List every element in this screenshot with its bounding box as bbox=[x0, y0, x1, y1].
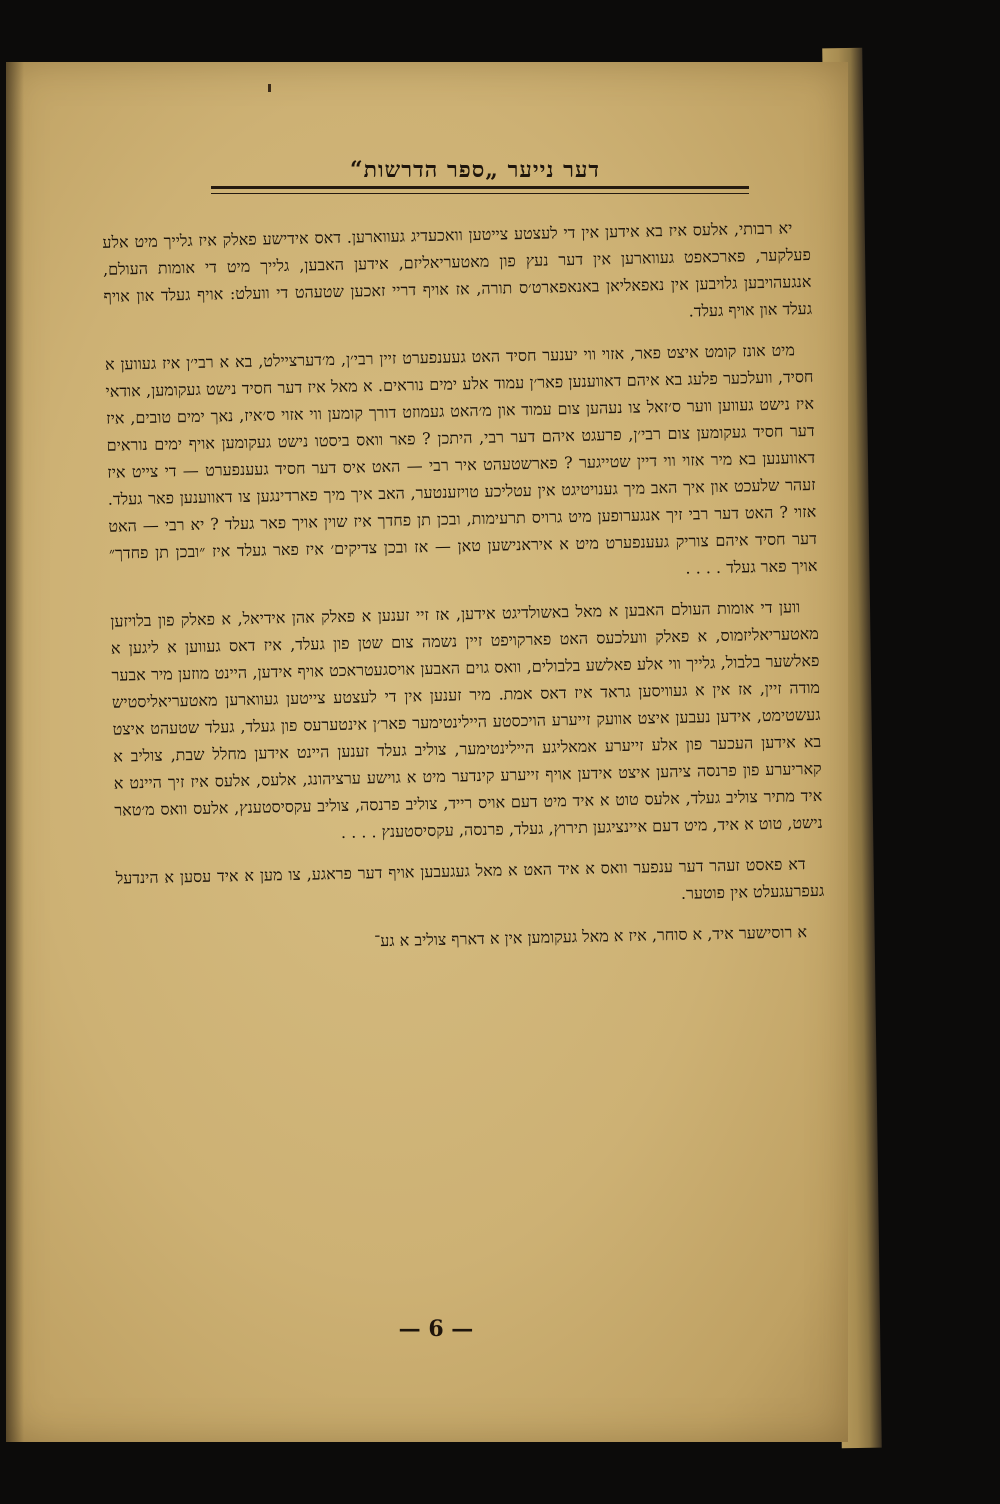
running-header: דער נייער „ספר הדרשות“ bbox=[349, 157, 601, 183]
paragraph: מיט אונז קומט איצט פאר, אזוי ווי יענער חסיד האט געענפערט זיין רבי׳ן, מ׳דערציילט, בא א רבי׳ן איז געווען א חסיד, וועלכער פלעג בא איהם דאווענען פאר׳ן עמוד אלע ימים נוראים. א מאל איז דער חסיד נישט געקומען, אודאי איז נישט געווען ווער ס׳זאל צו נעהען צום עמוד און מ׳האט געמוזט דורך קומען ווי אזוי ס׳איז, נאך ימים טובים, איז דער חסיד געקומען צום רבי׳ן, פרעגט איהם דער רבי, היתכן ? פאר וואס ביסטו נישט געקומען אויף ימים נוראים דאווענען בא מיר אזוי ווי דיין שטייגער ? פארשטעהט איר רבי — האט איס דער חסיד געענפערט — די צייט איז זעהר שלעכט און איך האב מיך גענויטיגט אין עטליכע טויזענטער, האב איך מיך פארדינגען צו דאווענען פאר געלד. אזוי ? האט דער רבי זיך אנגערופען מיט גרויס תרעימות, ובכן תן פחדך איז שוין אויך פאר געלד ? יא רבי — האט דער חסיד איהם צוריק געענפערט מיט א איראנישען טאן — אז ובכן צדיקים׳ איז פאר געלד איז ״ובכן תן פחדך״ אויך פאר געלד . . . . bbox=[104, 340, 818, 578]
page-number: — 6 — bbox=[398, 1316, 474, 1342]
page-mark bbox=[268, 84, 271, 92]
book-page bbox=[6, 62, 848, 1442]
paragraph: א רוסישער איד, א סוחר, איז א מאל געקומען אין א דארף צוליב א גע־ bbox=[373, 922, 808, 951]
header-rule-thin bbox=[211, 193, 749, 194]
header-rule-thick bbox=[211, 186, 749, 189]
spine-shadow bbox=[6, 62, 24, 1442]
paragraph: ווען די אומות העולם האבען א מאל באשולדיגט אידען, אז זיי זענען א פאלק אהן אידיאל, א פאלק פון בלויזען מאטעריאליזמוס, א פאלק וועלכעס האט פארקויפט זיין נשמה צום שטן פון געלד, איז דאס געווען א ליגען א פאלשער בלבול, גלייך ווי אלע פאלשע בלבולים, וואס גוים האבען אויסגעטראכט אויף אידען, היינט מוזען מיר אבער מודה זיין, אז אין א געוויסען גראד איז דאס אמת. מיר זענען אין די לעצטע צייטען געווארען מאטעריאליסטיש געשטימט, אידען נעבען איצט אוועק זייערע הויכסטע היילינטימער פאר׳ן אינטערעס פון געלד, געלד שטעהט איצט בא אידען העכער פון אלע זייערע אמאליגע היילינטימער, צוליב געלד זענען היינט אידען מחלל שבת, צוליב א קאריערע פון פרנסה ציהען איצט אידען אויף זייערע קינדער מיט א גוישע ערציהונג, אלעס, אלעס איז זיך היינט א איד מתיר צוליב געלד, אלעס טוט א איד מיט דעם אויס רייד, צוליב פרנסה, צוליב עקסיסטענץ, אלעס וואס מ׳טאר נישט, טוט א איד, מיט דעם איינציגען תירוץ, געלד, פרנסה, עקסיסטענץ . . . . bbox=[110, 597, 823, 842]
body-text bbox=[102, 214, 825, 960]
paragraph: יא רבותי, אלעס איז בא אידען אין די לעצטע צייטען וואכעדיג געווארען. דאס אידישע פאלק איז גלייך מיט אלע פעלקער, פארכאפט געווארען אין דער נעץ פון מאטעריאליזם, אידען האבען, גלייך מיט די אומות העולם, אנגעהויבען גלויבען אין נאפאליאן באנאפארט׳ס תורה, אז אויף דריי זאכען שטעהט די וועלט: אויף געלד און אויף געלד און אויף געלד. bbox=[102, 218, 813, 321]
paragraph: דא פאסט זעהר דער ענפער וואס א איד האט א מאל געגעבען אויף דער פראגע, צו מען א איד עסען א הינדעל געפרעגעלט אין פוטער. bbox=[115, 854, 825, 903]
